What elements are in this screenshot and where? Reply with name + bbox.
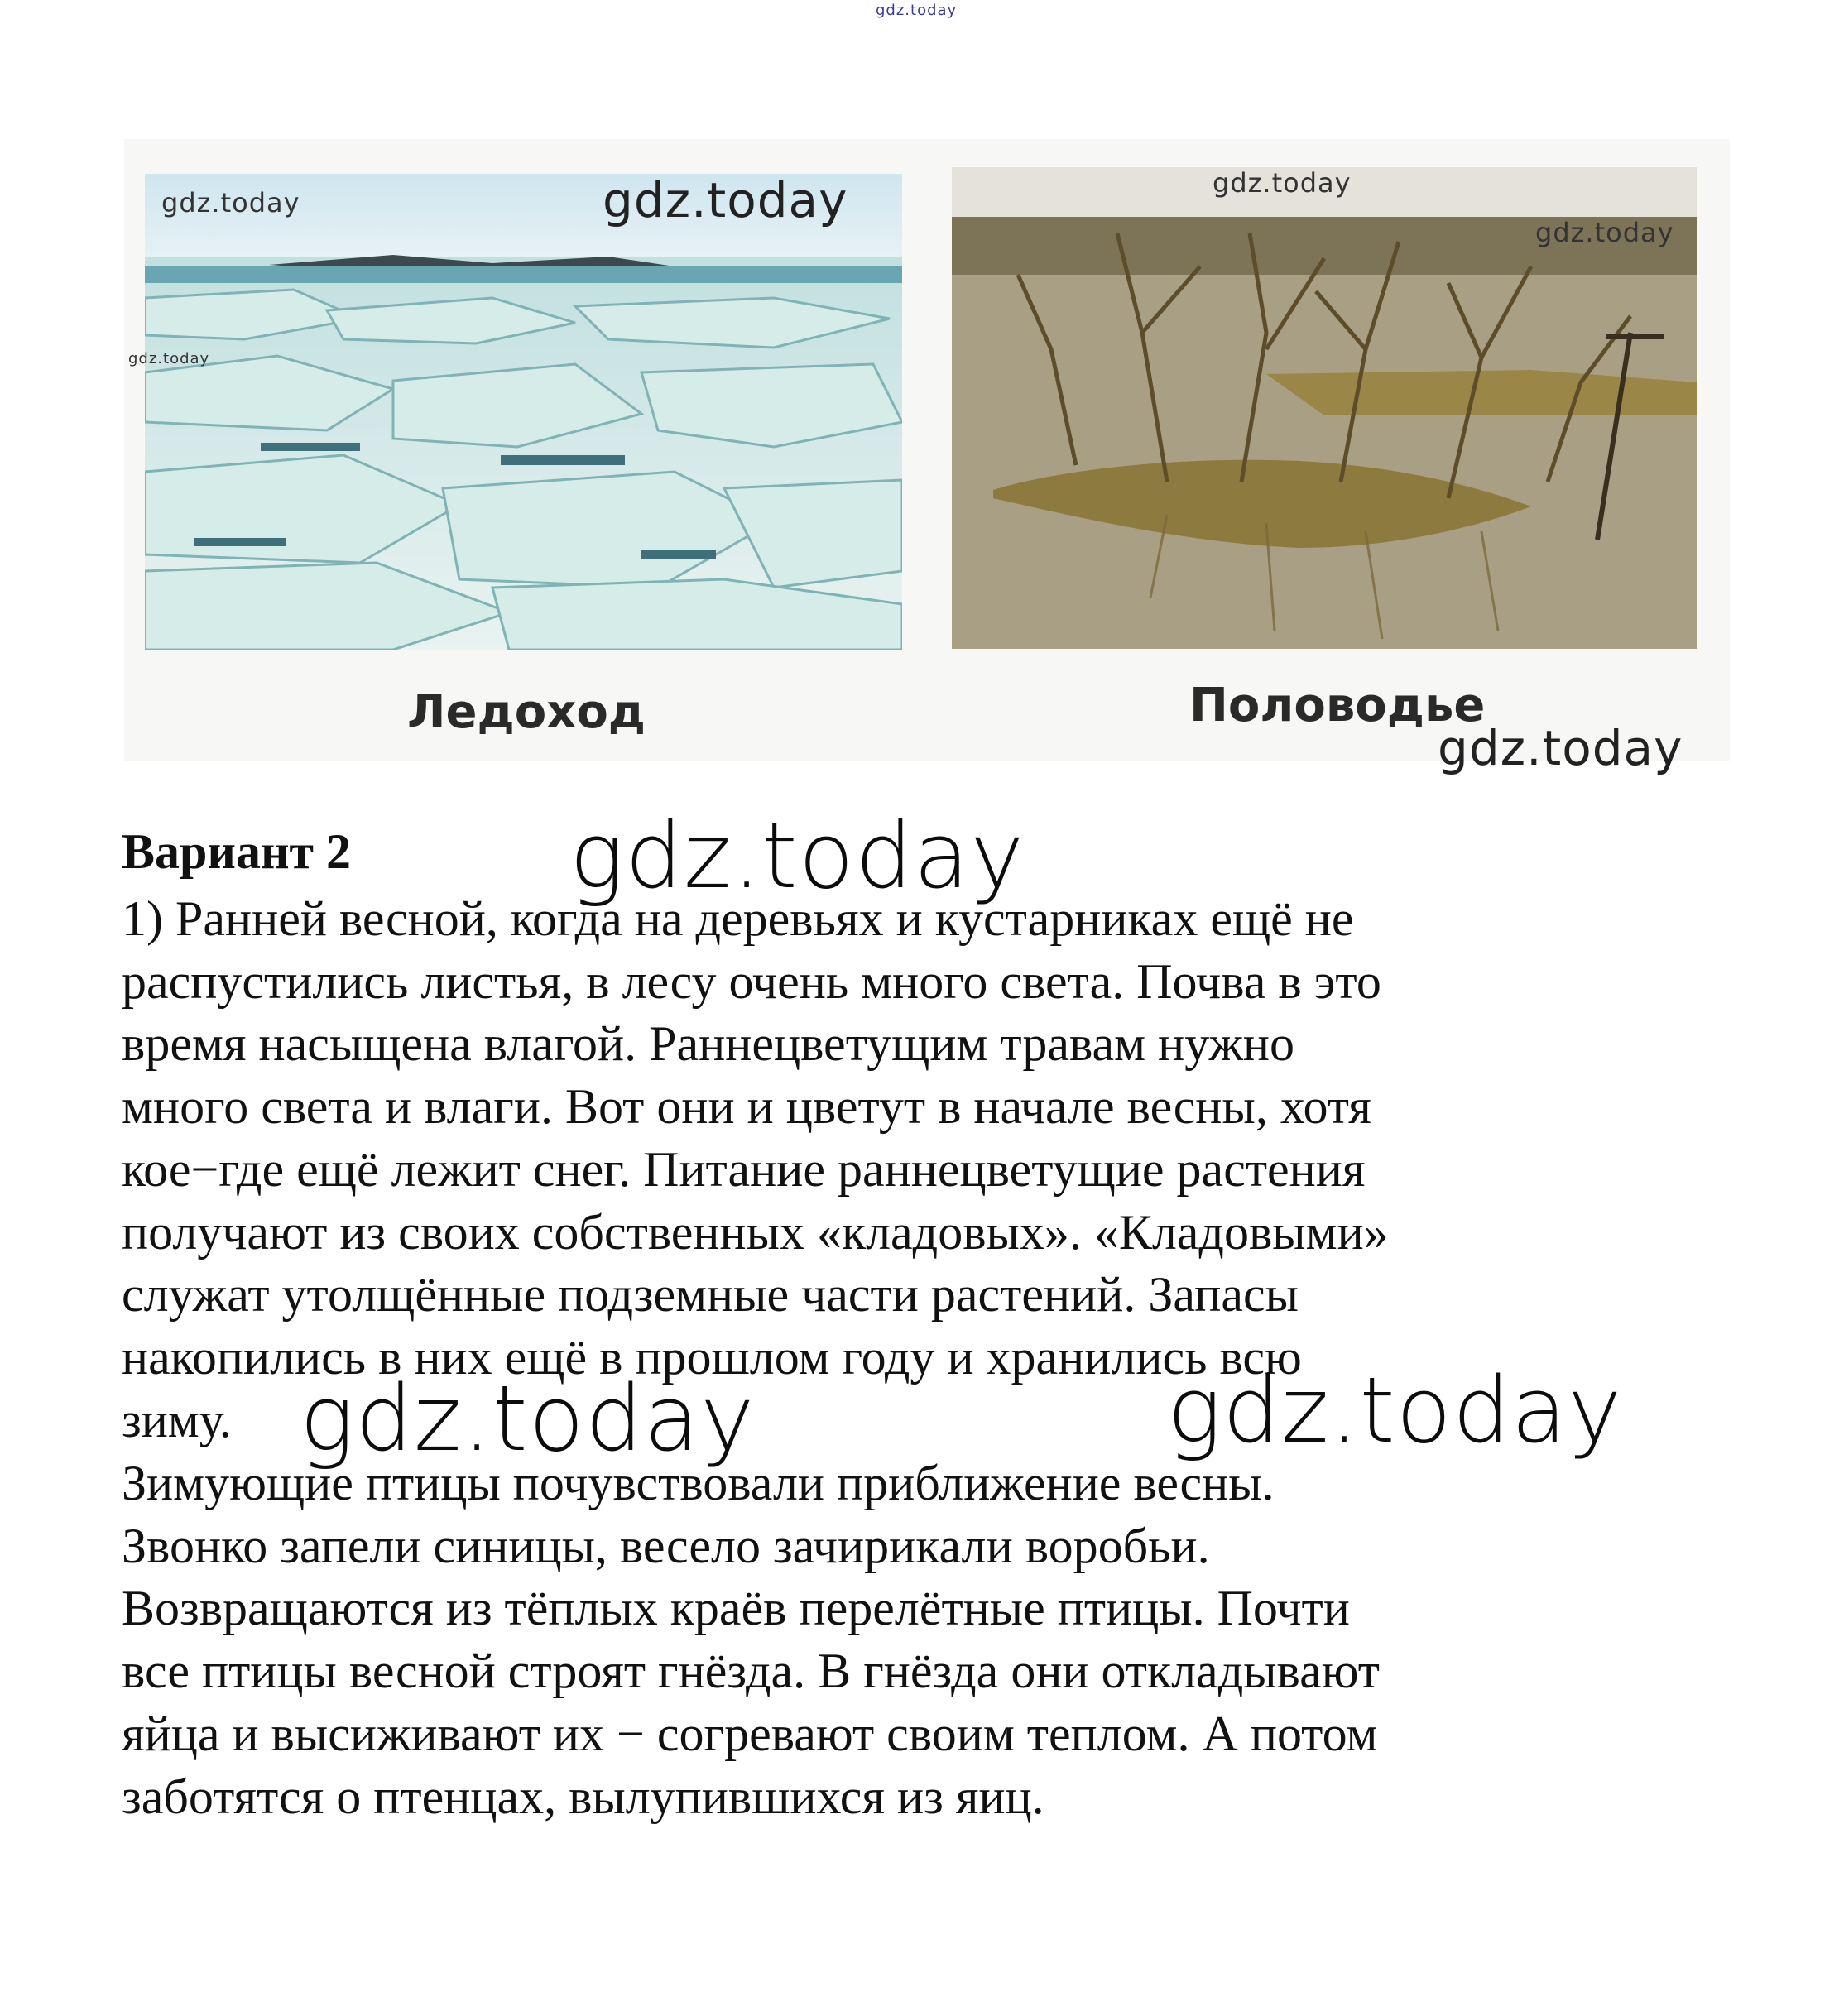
text-line: много света и влаги. Вот они и цветут в начале весны, хотя [122,1079,1371,1135]
text-line: яйца и высиживают их − согревают своим теплом. А потом [122,1706,1378,1761]
text-line: распустились листья, в лесу очень много света. Почва в это [122,953,1381,1009]
text-line: служат утолщённые подземные части растений. Запасы [122,1267,1299,1322]
watermark-heading: gdz.today [569,803,1025,909]
watermark-text-left: gdz.today [300,1366,756,1471]
text-line: время насыщена влагой. Раннецветущим травам нужно [122,1016,1295,1072]
watermark-photo2-small-b: gdz.today [1535,217,1674,248]
variant-heading: Вариант 2 [122,824,352,879]
paragraph-birds [122,1452,1628,1828]
text-line: все птицы весной строят гнёзда. В гнёзда они откладывают [122,1644,1380,1699]
text-line: Звонко запели синицы, весело зачирикали воробьи. [122,1518,1210,1573]
text-line: зиму. [122,1392,232,1447]
watermark-photo1-small: gdz.today [161,187,300,218]
text-line: Зимующие птицы почувствовали приближение весны. [122,1456,1275,1510]
ice-drift-photo [145,174,902,650]
watermark-photo1-large: gdz.today [603,172,848,228]
text-line: 1) Ранней весной, когда на деревьях и кустарниках ещё не [122,891,1354,946]
watermark-photo1-tiny: gdz.today [128,350,210,367]
text-line: заботятся о птенцах, вылупившихся из яиц. [122,1769,1044,1824]
photo1-caption: Ледоход [407,685,646,739]
text-line: кое−где ещё лежит снег. Питание раннецветущие растения [122,1141,1366,1197]
photo2-caption: Половодье [1189,679,1486,732]
text-line: Возвращаются из тёплых краёв перелётные птицы. Почти [122,1581,1350,1636]
watermark-top: gdz.today [876,2,958,19]
text-line: накопились в них ещё в прошлом году и хранились всю [122,1329,1302,1385]
watermark-caption: gdz.today [1438,720,1683,776]
watermark-photo2-small-a: gdz.today [1213,167,1352,199]
watermark-text-right: gdz.today [1167,1357,1623,1463]
text-line: получают из своих собственных «кладовых». «Кладовыми» [122,1204,1389,1260]
